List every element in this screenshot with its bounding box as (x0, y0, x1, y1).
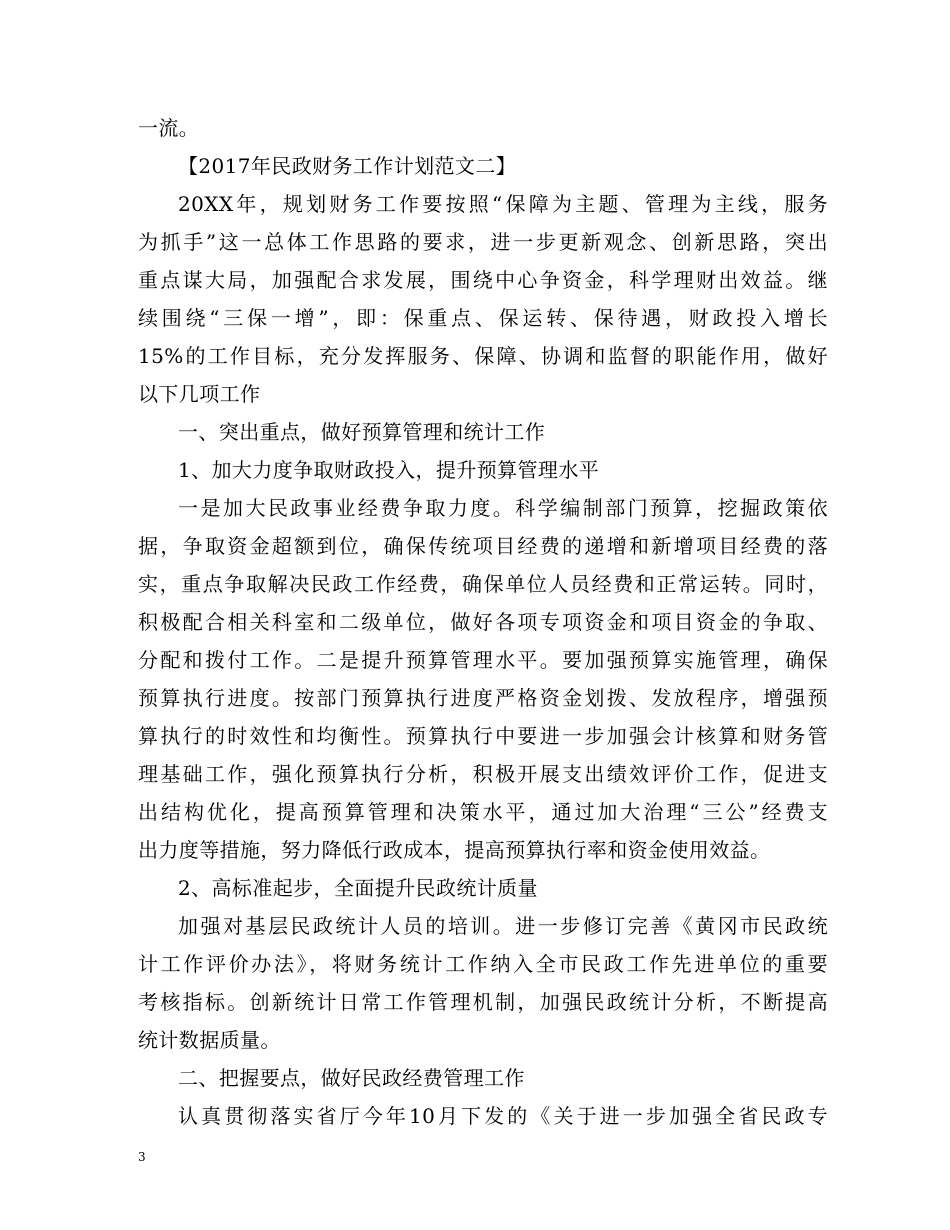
text-line: 计工作评价办法》，将财务统计工作纳入全市民政工作先进单位的重要 (138, 952, 828, 976)
text-line: 加强对基层民政统计人员的培训。进一步修订完善《黄冈市民政统 (178, 914, 828, 938)
text-line: 分配和拨付工作。二是提升预算管理水平。要加强预算实施管理，确保 (138, 648, 828, 672)
text-line: 积极配合相关科室和二级单位，做好各项专项资金和项目资金的争取、 (138, 610, 828, 634)
page-number: 3 (138, 1150, 146, 1164)
text-line: 续围绕“三保一增”，即：保重点、保运转、保待遇，财政投入增长 (138, 306, 828, 330)
text-line: 出结构优化，提高预算管理和决策水平，通过加大治理“三公”经费支 (138, 800, 828, 824)
text-line: 统计数据质量。 (138, 1028, 281, 1052)
heading-2: 二、把握要点，做好民政经费管理工作 (178, 1066, 525, 1090)
heading-1-2: 2、高标准起步，全面提升民政统计质量 (178, 876, 538, 900)
text-line: 算执行的时效性和均衡性。预算执行中要进一步加强会计核算和财务管 (138, 724, 828, 748)
text-line: 一流。 (138, 116, 200, 140)
heading-1: 一、突出重点，做好预算管理和统计工作 (178, 420, 546, 444)
section-title: 【2017年民政财务工作计划范文二】 (178, 154, 517, 178)
text-line: 20XX年，规划财务工作要按照“保障为主题、管理为主线，服务 (178, 192, 828, 216)
text-line: 考核指标。创新统计日常工作管理机制，加强民政统计分析，不断提高 (138, 990, 828, 1014)
text-line: 认真贯彻落实省厅今年10月下发的《关于进一步加强全省民政专 (178, 1104, 828, 1128)
heading-1-1: 1、加大力度争取财政投入，提升预算管理水平 (178, 458, 600, 482)
text-line: 一是加大民政事业经费争取力度。科学编制部门预算，挖掘政策依 (178, 496, 828, 520)
text-line: 以下几项工作 (138, 382, 261, 406)
text-line: 出力度等措施，努力降低行政成本，提高预算执行率和资金使用效益。 (138, 838, 771, 862)
text-line: 15%的工作目标，充分发挥服务、保障、协调和监督的职能作用，做好 (138, 344, 828, 368)
text-line: 为抓手”这一总体工作思路的要求，进一步更新观念、创新思路，突出 (138, 230, 828, 254)
text-line: 重点谋大局，加强配合求发展，围绕中心争资金，科学理财出效益。继 (138, 268, 828, 292)
text-line: 预算执行进度。按部门预算执行进度严格资金划拨、发放程序，增强预 (138, 686, 828, 710)
text-line: 实，重点争取解决民政工作经费，确保单位人员经费和正常运转。同时， (138, 572, 828, 596)
text-line: 理基础工作，强化预算执行分析，积极开展支出绩效评价工作，促进支 (138, 762, 828, 786)
text-line: 据，争取资金超额到位，确保传统项目经费的递增和新增项目经费的落 (138, 534, 828, 558)
